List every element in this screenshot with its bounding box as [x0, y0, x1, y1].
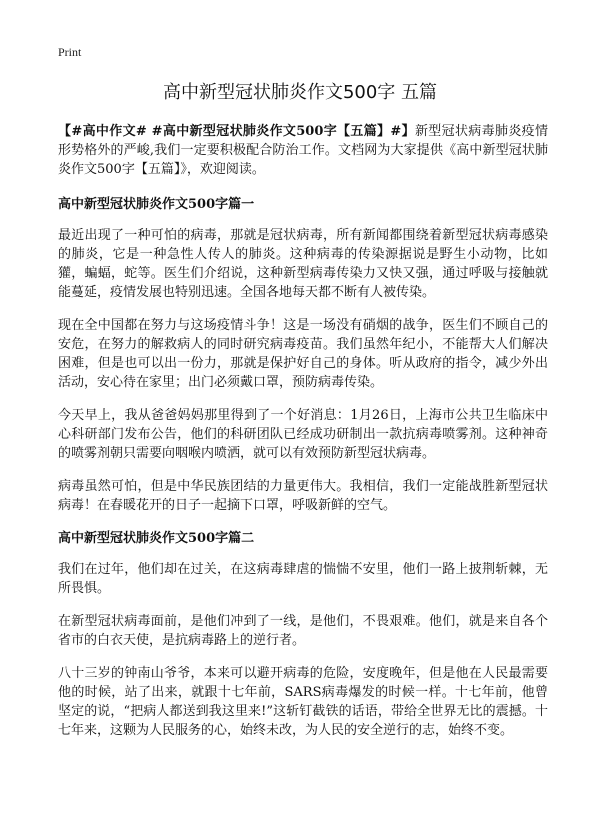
intro-paragraph — [58, 122, 548, 179]
section-2-paragraph-1: 我们在过年，他们却在过关，在这病毒肆虐的惴惴不安里，他们一路上披荆斩棘，无所畏惧。 — [58, 562, 548, 596]
section-2-paragraph-2: 在新型冠状病毒面前，是他们冲到了一线，是他们，不畏艰难。他们，就是来自各个省市的白衣天使，是抗病毒路上的逆行者。 — [58, 614, 548, 648]
section-heading-2: 高中新型冠状肺炎作文500字篇二 — [58, 531, 255, 546]
document-body — [58, 122, 548, 754]
intro-text: 新型冠状病毒肺炎疫情形势格外的严峻,我们一定要积极配合防治工作。文档网为大家提供《高中新型冠状肺炎作文500字【五篇】》，欢迎阅读。 — [58, 124, 548, 177]
section-1-paragraph-3: 今天早上，我从爸爸妈妈那里得到了一个好消息：1月26日，上海市公共卫生临床中心科研部门发布公告，他们的科研团队已经成功研制出一款抗病毒喷雾剂。这种神奇的喷雾剂朝只需要向咽喉内喷洒，就可以有效预防新型冠状病毒。 — [58, 408, 548, 461]
document-title: 高中新型冠状肺炎作文500字 五篇 — [162, 82, 438, 103]
section-2-paragraph-3: 八十三岁的钟南山爷爷，本来可以避开病毒的危险，安度晚年，但是他在人民最需要他的时候，站了出来，就跟十七年前，SARS病毒爆发的时候一样。十七年前，他曾坚定的说，“把病人都送到我这里来!”这斩钉截铁的话语，带给全世界无比的震撼。十七年来，这颗为人民服务的心，始终未改，为人民的安全逆行的志，始终不变。 — [58, 666, 548, 738]
section-1-paragraph-2: 现在全中国都在努力与这场疫情斗争！这是一场没有硝烟的战争，医生们不顾自己的安危，在努力的解救病人的同时研究病毒疫苗。我们虽然年纪小，不能帮大人们解决困难，但是也可以出一份力，那就是保护好自己的身体。听从政府的指令，减少外出活动，安心待在家里；出门必须戴口罩，预防病毒传染。 — [58, 318, 548, 390]
section-1-paragraph-1: 最近出现了一种可怕的病毒，那就是冠状病毒，所有新闻都围绕着新型冠状病毒感染的肺炎，它是一种急性人传人的肺炎。这种病毒的传染源据说是野生小动物，比如獾，蝙蝠，蛇等。医生们介绍说，这种新型病毒传染力又快又强，通过呼吸与接触就能蔓延，疫情发展也特别迅速。全国各地每天都不断有人被传染。 — [58, 228, 548, 300]
section-heading-1: 高中新型冠状肺炎作文500字篇一 — [58, 197, 255, 212]
section-1-paragraph-4: 病毒虽然可怕，但是中华民族团结的力量更伟大。我相信，我们一定能战胜新型冠状病毒！在春暖花开的日子一起摘下口罩，呼吸新鲜的空气。 — [58, 479, 548, 513]
intro-tags: 【#高中作文# #高中新型冠状肺炎作文500字【五篇】#】 — [58, 124, 415, 139]
print-label: Print — [58, 45, 82, 59]
